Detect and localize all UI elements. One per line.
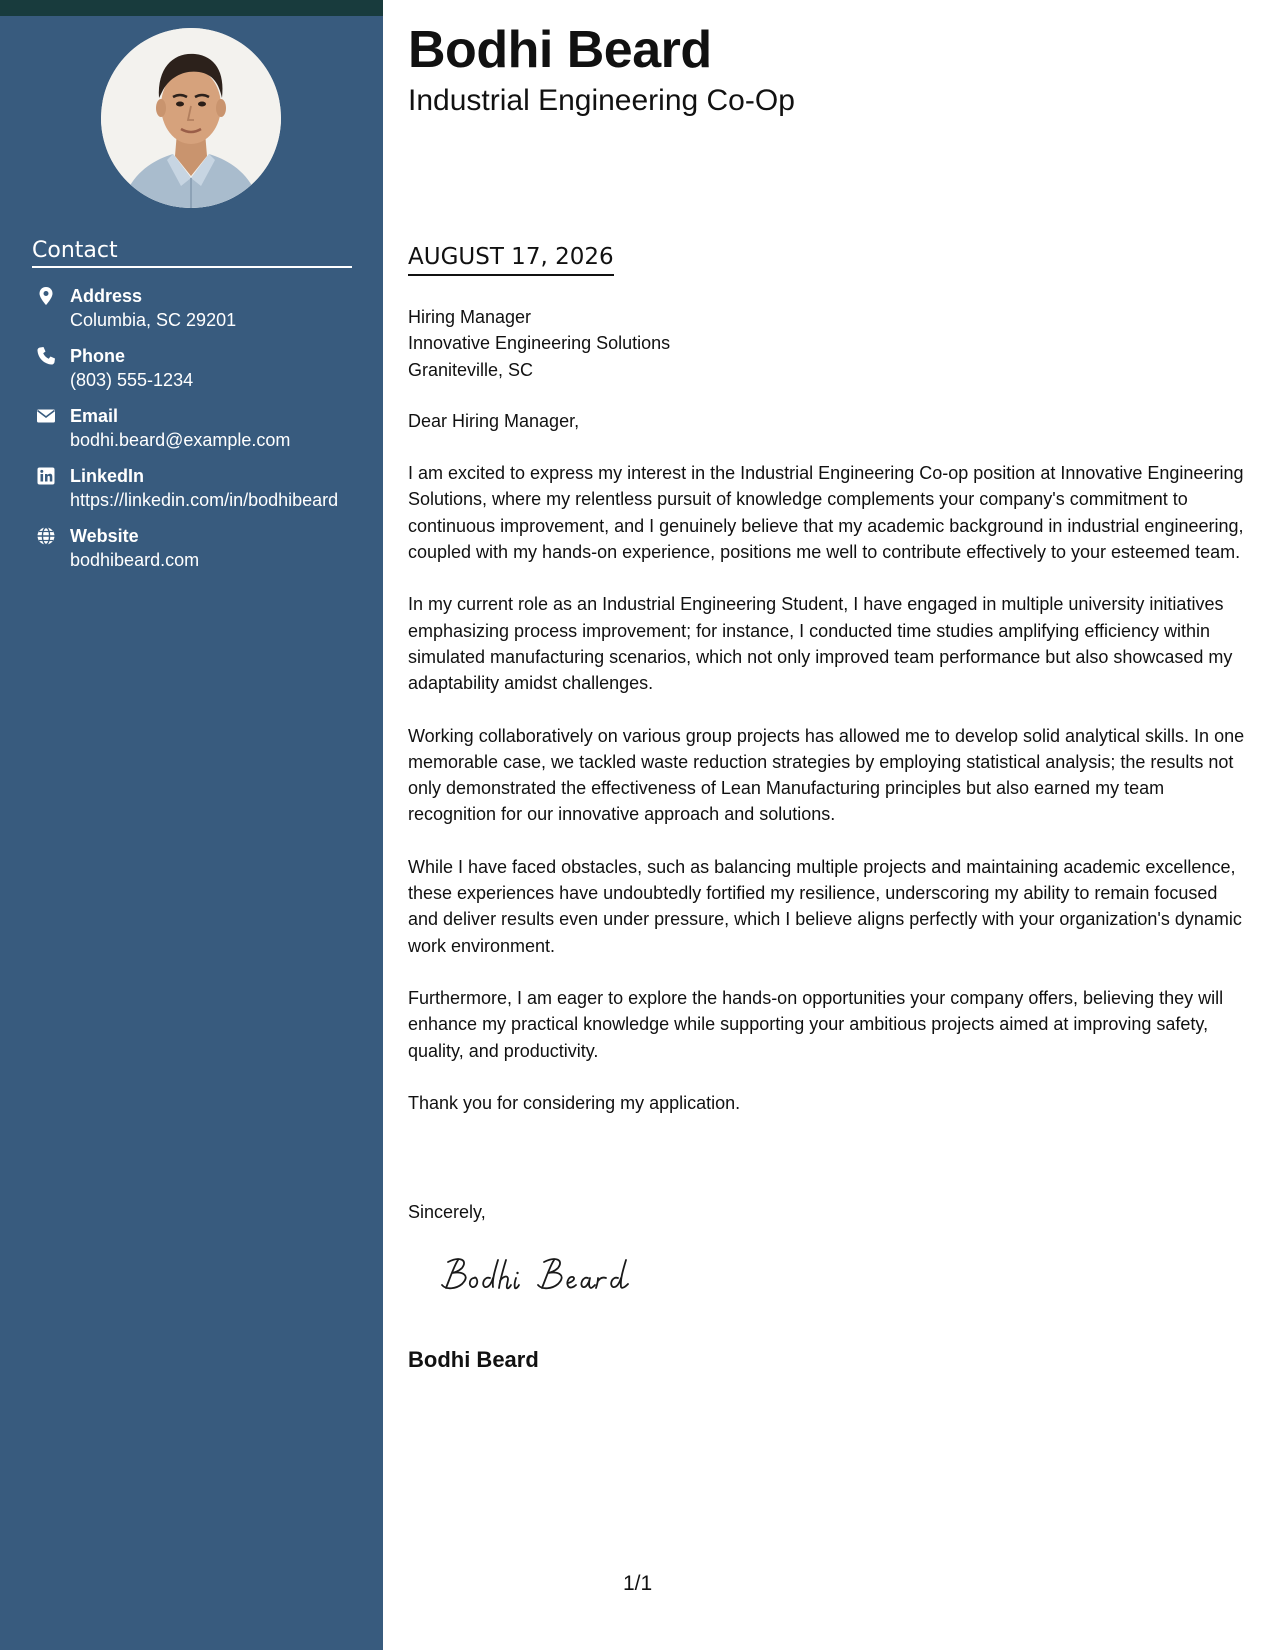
- closing: Sincerely,: [408, 1202, 486, 1222]
- letter-paragraph: Thank you for considering my application.: [408, 1092, 741, 1113]
- contact-item-linkedin: [32, 464, 352, 512]
- phone-value[interactable]: (803) 555-1234: [70, 370, 194, 390]
- portrait-photo-icon: [101, 28, 281, 208]
- contact-item-email: [32, 404, 352, 452]
- recipient-block: [408, 304, 1250, 383]
- letter-body: [408, 304, 1250, 1116]
- contact-label: Email: [70, 406, 119, 426]
- website-value[interactable]: bodhibeard.com: [70, 550, 200, 570]
- applicant-name: Bodhi Beard: [408, 21, 712, 79]
- contact-label: Phone: [70, 346, 126, 366]
- letter-paragraph: I am excited to express my interest in the Industrial Engineering Co-op position at Innovative Engineering Solutions, where my relentless pursuit of knowledge complements your company's commitment to continuous improvement, and I genuinely believe that my academic background in industrial engineering, coupled with my hands-on experience, positions me well to contribute effectively to your esteemed team.: [408, 463, 1244, 563]
- contact-list: [32, 284, 352, 584]
- globe-icon: [36, 526, 56, 546]
- letter-date: AUGUST 17, 2026: [408, 244, 614, 276]
- signer-name: Bodhi Beard: [408, 1347, 539, 1372]
- letter-paragraph: While I have faced obstacles, such as balancing multiple projects and maintaining academic excellence, these experiences have undoubtedly fortified my resilience, underscoring my ability to remain focused and deliver results even under pressure, which I believe aligns perfectly with your organization's dynamic work environment.: [408, 856, 1242, 956]
- sidebar: [0, 0, 383, 1650]
- address-value: Columbia, SC 29201: [70, 310, 237, 330]
- phone-icon: [36, 346, 56, 366]
- avatar: [101, 28, 281, 208]
- linkedin-icon: [36, 466, 56, 486]
- sidebar-top-bar: [0, 0, 383, 16]
- letter-paragraph: Furthermore, I am eager to explore the hands-on opportunities your company offers, believing they will enhance my practical knowledge while supporting your ambitious projects aimed at improving safety, quality, and productivity.: [408, 987, 1224, 1061]
- contact-label: Website: [70, 526, 139, 546]
- recipient-line: Hiring Manager: [408, 307, 532, 327]
- email-value[interactable]: bodhi.beard@example.com: [70, 430, 291, 450]
- signature: [438, 1254, 638, 1298]
- recipient-line: Graniteville, SC: [408, 359, 534, 380]
- letter-paragraph: In my current role as an Industrial Engineering Student, I have engaged in multiple university initiatives emphasizing process improvement; for instance, I conducted time studies amplifying efficiency within simulated manufacturing scenarios, which not only improved team performance but also showcased my adaptability amidst challenges.: [408, 594, 1233, 694]
- salutation: Dear Hiring Manager,: [408, 410, 580, 431]
- contact-item-address: [32, 284, 352, 332]
- envelope-icon: [36, 406, 56, 426]
- page-number: 1/1: [623, 1572, 653, 1595]
- handwritten-signature-icon: [438, 1254, 638, 1298]
- contact-label: LinkedIn: [70, 466, 145, 486]
- applicant-title: Industrial Engineering Co-Op: [408, 84, 795, 117]
- contact-item-phone: [32, 344, 352, 392]
- linkedin-value[interactable]: https://linkedin.com/in/bodhibeard: [70, 490, 339, 510]
- contact-item-website: [32, 524, 352, 572]
- location-pin-icon: [36, 286, 56, 306]
- contact-heading: Contact: [32, 238, 352, 268]
- recipient-line: Innovative Engineering Solutions: [408, 333, 671, 354]
- letter-paragraph: Working collaboratively on various group projects has allowed me to develop solid analytical skills. In one memorable case, we tackled waste reduction strategies by employing statistical analysis; the results not only demonstrated the effectiveness of Lean Manufacturing principles but also earned my team recognition for our innovative approach and solutions.: [408, 725, 1245, 825]
- contact-label: Address: [70, 286, 143, 306]
